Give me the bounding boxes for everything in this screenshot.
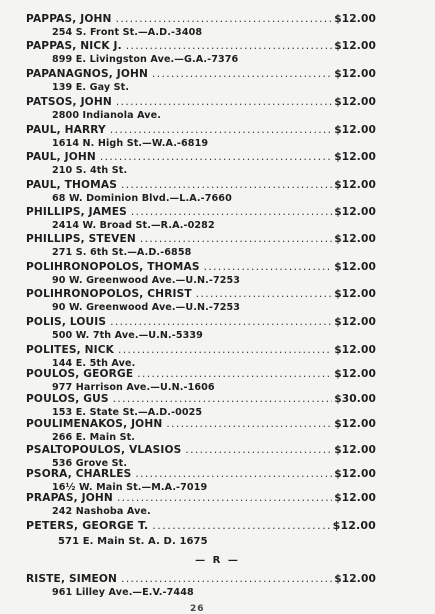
entry-header-line [26, 261, 376, 275]
entry-address: 977 Harrison Ave.—U.N.-1606 [52, 382, 215, 393]
entry-header-line [26, 151, 376, 165]
entry-address: 144 E. 5th Ave. [52, 358, 136, 369]
entry-name: PATSOS, JOHN [26, 96, 112, 108]
entry-address: 500 W. 7th Ave.—U.N.-5339 [52, 330, 203, 341]
entry-amount: $12.00 [334, 151, 376, 163]
entry-amount: $12.00 [332, 519, 376, 532]
entry-address: 16½ W. Main St.—M.A.-7019 [52, 482, 208, 493]
entry-address: 153 E. State St.—A.D.-0025 [52, 407, 203, 418]
entry-amount: $12.00 [334, 68, 376, 80]
entry-address: 271 S. 6th St.—A.D.-6858 [52, 247, 192, 258]
leader-dots [121, 179, 332, 191]
entry-header-line [26, 519, 376, 533]
entry-address: 1614 N. High St.—W.A.-6819 [52, 138, 209, 149]
entry-name: PRAPAS, JOHN [26, 492, 113, 504]
entry-name: POLIHRONOPOLOS, THOMAS [26, 261, 200, 273]
entry-amount: $12.00 [334, 344, 376, 356]
entry-name: PETERS, GEORGE T. [26, 519, 149, 532]
entry-address: 571 E. Main St. A. D. 1675 [58, 536, 208, 547]
entry-name: POLITES, NICK [26, 344, 115, 356]
leader-dots [137, 368, 332, 380]
entry-header-line [26, 468, 376, 482]
entry-header-line [26, 206, 376, 220]
entry-amount: $12.00 [334, 96, 376, 108]
entry-address: 536 Grove St. [52, 458, 128, 469]
entry-address: 254 S. Front St.—A.D.-3408 [52, 27, 203, 38]
leader-dots [196, 288, 332, 300]
entry-amount: $12.00 [334, 233, 376, 245]
entry-amount: $12.00 [334, 492, 376, 504]
leader-dots [152, 68, 332, 80]
entry-address: 242 Nashoba Ave. [52, 506, 151, 517]
entry-name: PSALTOPOULOS, VLASIOS [26, 444, 182, 456]
entry-header-line [26, 418, 376, 432]
entry-header-line [26, 233, 376, 247]
entry-address: 2414 W. Broad St.—R.A.-0282 [52, 220, 215, 231]
leader-dots [110, 316, 332, 328]
entry-header-line [26, 316, 376, 330]
entry-amount: $12.00 [334, 179, 376, 191]
entry-name: PAUL, THOMAS [26, 179, 117, 191]
leader-dots [116, 13, 333, 25]
leader-dots [113, 393, 333, 405]
leader-dots [166, 418, 332, 430]
leader-dots [140, 233, 332, 245]
leader-dots [126, 40, 332, 52]
entry-name: POLIS, LOUIS [26, 316, 107, 328]
leader-dots [116, 96, 332, 108]
entry-address: 68 W. Dominion Blvd.—L.A.-7660 [52, 193, 232, 204]
leader-dots [121, 573, 332, 585]
entry-header-line [26, 344, 376, 358]
leader-dots [135, 468, 332, 480]
entry-name: PAUL, JOHN [26, 151, 96, 163]
entry-name: PAPPAS, NICK J. [26, 40, 122, 52]
entry-amount: $12.00 [334, 573, 376, 585]
entry-amount: $12.00 [334, 368, 376, 380]
entry-address: 139 E. Gay St. [52, 82, 130, 93]
entry-header-line [26, 124, 376, 138]
entry-name: PHILLIPS, STEVEN [26, 233, 136, 245]
leader-dots [131, 206, 332, 218]
leader-dots [100, 151, 332, 163]
entry-name: PAUL, HARRY [26, 124, 106, 136]
entry-header-line [26, 368, 376, 382]
entry-name: POLIHRONOPOLOS, CHRIST [26, 288, 192, 300]
entry-amount: $12.00 [334, 13, 376, 25]
leader-dots [117, 492, 332, 504]
entry-header-line [26, 288, 376, 302]
entry-header-line [26, 393, 376, 407]
entry-header-line [26, 13, 376, 27]
entry-amount: $12.00 [334, 444, 376, 456]
page-number: 26 [190, 604, 205, 614]
entry-amount: $12.00 [334, 288, 376, 300]
entry-amount: $12.00 [334, 124, 376, 136]
entry-header-line [26, 492, 376, 506]
entry-name: POULOS, GUS [26, 393, 109, 405]
entry-address: 2800 Indianola Ave. [52, 110, 161, 121]
leader-dots [204, 261, 333, 273]
leader-dots [118, 344, 332, 356]
entry-amount: $12.00 [334, 316, 376, 328]
entry-name: POULOS, GEORGE [26, 368, 134, 380]
leader-dots [152, 519, 330, 532]
entry-header-line [26, 444, 376, 458]
entry-amount: $12.00 [334, 468, 376, 480]
entry-header-line [26, 179, 376, 193]
entry-name: POULIMENAKOS, JOHN [26, 418, 163, 430]
entry-address: 899 E. Livingston Ave.—G.A.-7376 [52, 54, 239, 65]
entry-amount: $12.00 [334, 261, 376, 273]
leader-dots [185, 444, 332, 456]
entry-amount: $12.00 [334, 40, 376, 52]
entry-header-line [26, 573, 376, 587]
entry-amount: $12.00 [334, 206, 376, 218]
entry-amount: $12.00 [334, 418, 376, 430]
entry-amount: $30.00 [334, 393, 376, 405]
entry-header-line [26, 96, 376, 110]
leader-dots [110, 124, 332, 136]
entry-header-line [26, 68, 376, 82]
entry-name: PHILLIPS, JAMES [26, 206, 127, 218]
entry-name: PAPPAS, JOHN [26, 13, 112, 25]
entry-name: PAPANAGNOS, JOHN [26, 68, 149, 80]
entry-address: 266 E. Main St. [52, 432, 136, 443]
entry-address: 210 S. 4th St. [52, 165, 128, 176]
entry-address: 961 Lilley Ave.—E.V.-7448 [52, 587, 194, 598]
entry-name: PSORA, CHARLES [26, 468, 132, 480]
entry-address: 90 W. Greenwood Ave.—U.N.-7253 [52, 275, 241, 286]
entry-address: 90 W. Greenwood Ave.—U.N.-7253 [52, 302, 241, 313]
entry-name: RISTE, SIMEON [26, 573, 118, 585]
entry-header-line [26, 40, 376, 54]
section-heading: — R — [195, 555, 240, 566]
